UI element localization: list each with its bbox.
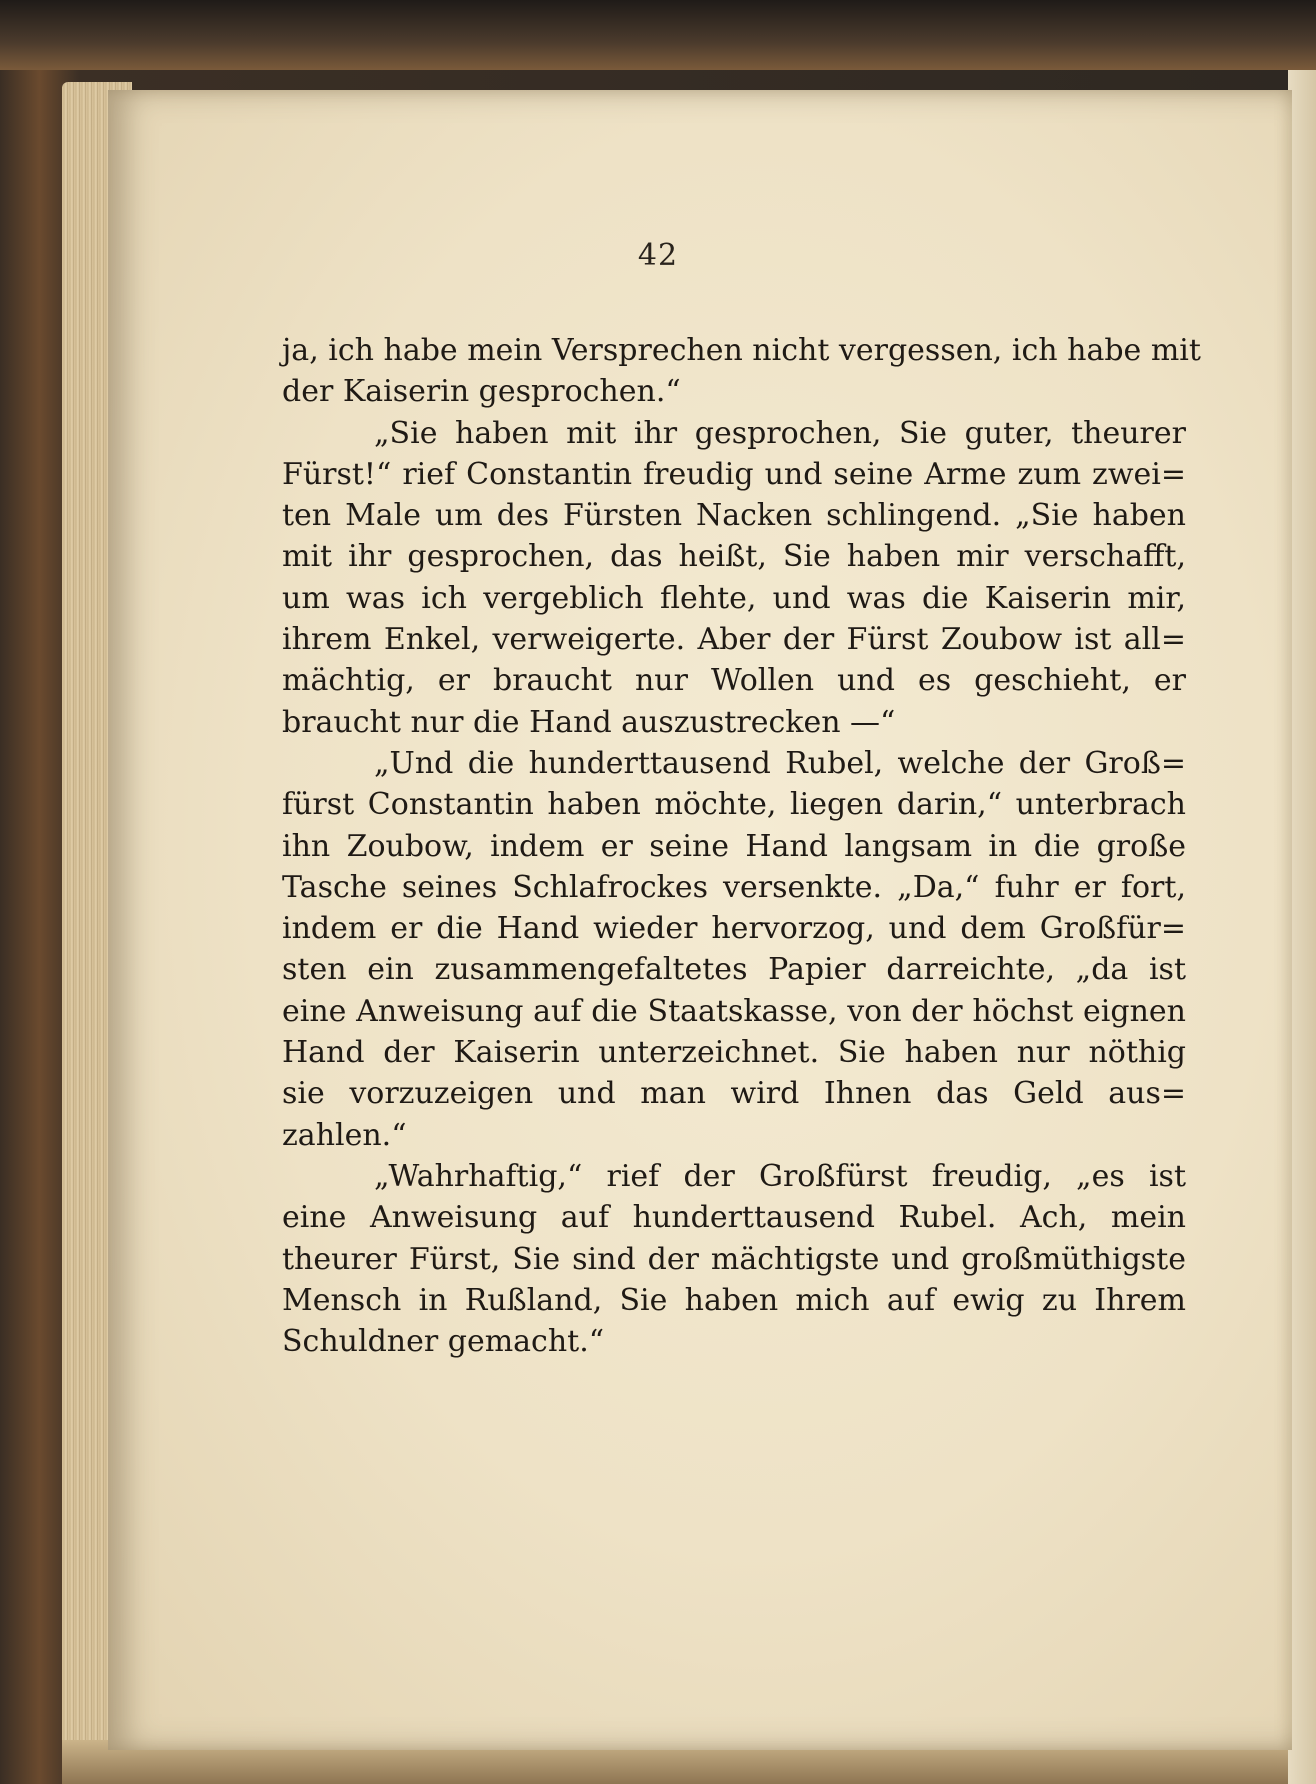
text-line: ihrem Enkel, verweigerte. Aber der Fürst Zoubow ist all= [282, 622, 1186, 658]
text-line: der Kaiserin gesprochen.“ [282, 374, 681, 410]
page-number: 42 [637, 238, 679, 273]
text-line: eine Anweisung auf die Staatskasse, von der höchst eignen [282, 993, 1186, 1029]
text-line: „Und die hunderttausend Rubel, welche der Groß= [374, 745, 1186, 781]
text-line: fürst Constantin haben möchte, liegen darin,“ unterbrach [282, 787, 1186, 823]
text-line: ja, ich habe mein Versprechen nicht vergessen, ich habe mit [282, 333, 1201, 368]
text-line: ten Male um des Fürsten Nacken schlingend. „Sie haben [282, 498, 1186, 534]
text-line: „Wahrhaftig,“ rief der Großfürst freudig, „es ist [374, 1158, 1186, 1194]
facing-page-edge [1288, 70, 1316, 1784]
text-line: eine Anweisung auf hunderttausend Rubel. Ach, mein [282, 1200, 1186, 1236]
text-line: sten ein zusammengefaltetes Papier darreichte, „da ist [282, 952, 1186, 988]
text-line: mächtig, er braucht nur Wollen und es geschieht, er [282, 663, 1186, 699]
text-line: Tasche seines Schlafrockes versenkte. „Da,“ fuhr er fort, [282, 869, 1186, 905]
text-line: indem er die Hand wieder hervorzog, und dem Großfür= [282, 911, 1186, 947]
text-line: Mensch in Rußland, Sie haben mich auf ewig zu Ihrem [282, 1282, 1186, 1318]
text-line: „Sie haben mit ihr gesprochen, Sie guter, theurer [374, 415, 1186, 451]
book-cover-top-edge [0, 0, 1316, 70]
text-line: um was ich vergeblich flehte, und was die Kaiserin mir, [282, 580, 1186, 616]
text-line: Schuldner gemacht.“ [282, 1324, 605, 1360]
text-line: Hand der Kaiserin unterzeichnet. Sie haben nur nöthig [282, 1035, 1186, 1071]
text-line: braucht nur die Hand auszustrecken —“ [282, 704, 896, 740]
text-line: zahlen.“ [282, 1117, 407, 1153]
text-line: sie vorzuzeigen und man wird Ihnen das Geld aus= [282, 1076, 1186, 1112]
text-line: Fürst!“ rief Constantin freudig und seine Arme zum zwei= [282, 456, 1186, 492]
text-line: ihn Zoubow, indem er seine Hand langsam in die große [282, 828, 1186, 864]
text-line: mit ihr gesprochen, das heißt, Sie haben mir verschafft, [282, 539, 1186, 575]
text-line: theurer Fürst, Sie sind der mächtigste und großmüthigste [282, 1241, 1186, 1277]
page-body-text [282, 330, 1201, 1362]
